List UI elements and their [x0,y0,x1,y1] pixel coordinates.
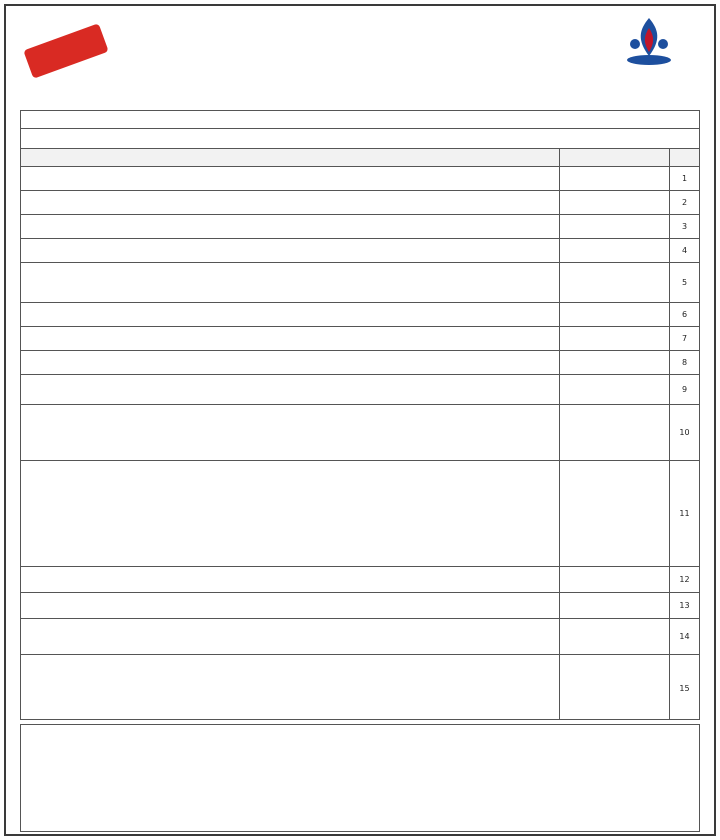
header [6,6,714,106]
row-number: 9 [669,375,699,405]
row-number: 2 [669,191,699,215]
flame-logo-icon [621,14,677,68]
row-desc [20,263,559,303]
notice-title [156,32,566,98]
row-desc [20,215,559,239]
row-desc [20,375,559,405]
row-number: 7 [669,327,699,351]
row-number: 3 [669,215,699,239]
row-title [559,567,669,593]
publish-info [27,795,693,805]
notice-number [20,111,699,129]
row-desc [20,593,559,619]
row-desc [20,167,559,191]
row-number: 4 [669,239,699,263]
footer-organization [27,813,693,825]
row-number: 8 [669,351,699,375]
row-title [559,263,669,303]
row-number: 10 [669,405,699,461]
row-title [559,655,669,720]
logo-caption [597,72,701,94]
row-desc [20,461,559,567]
row-title [559,303,669,327]
row-title [559,375,669,405]
row-desc [20,351,559,375]
company-logo [594,14,704,100]
row-number: 11 [669,461,699,567]
row-title [559,167,669,191]
row-title [559,239,669,263]
column-header-row [669,149,699,167]
row-title [559,215,669,239]
row-number: 5 [669,263,699,303]
row-title [559,461,669,567]
row-desc [20,303,559,327]
row-number: 1 [669,167,699,191]
row-title [559,351,669,375]
row-desc [20,619,559,655]
row-desc [20,327,559,351]
organizer-line [20,129,699,149]
tender-table [20,110,700,720]
row-number: 6 [669,303,699,327]
row-desc [20,567,559,593]
second-notice-badge [23,23,108,79]
footer-text [27,729,693,791]
row-number: 12 [669,567,699,593]
footer-notes [20,724,700,832]
column-header-desc [20,149,559,167]
row-number: 15 [669,655,699,720]
row-title [559,593,669,619]
row-title [559,405,669,461]
row-desc [20,405,559,461]
row-title [559,327,669,351]
row-desc [20,191,559,215]
row-title [559,619,669,655]
row-desc [20,655,559,720]
tender-notice-page [4,4,716,836]
column-header-title [559,149,669,167]
row-title [559,191,669,215]
row-number: 14 [669,619,699,655]
row-desc [20,239,559,263]
row-number: 13 [669,593,699,619]
